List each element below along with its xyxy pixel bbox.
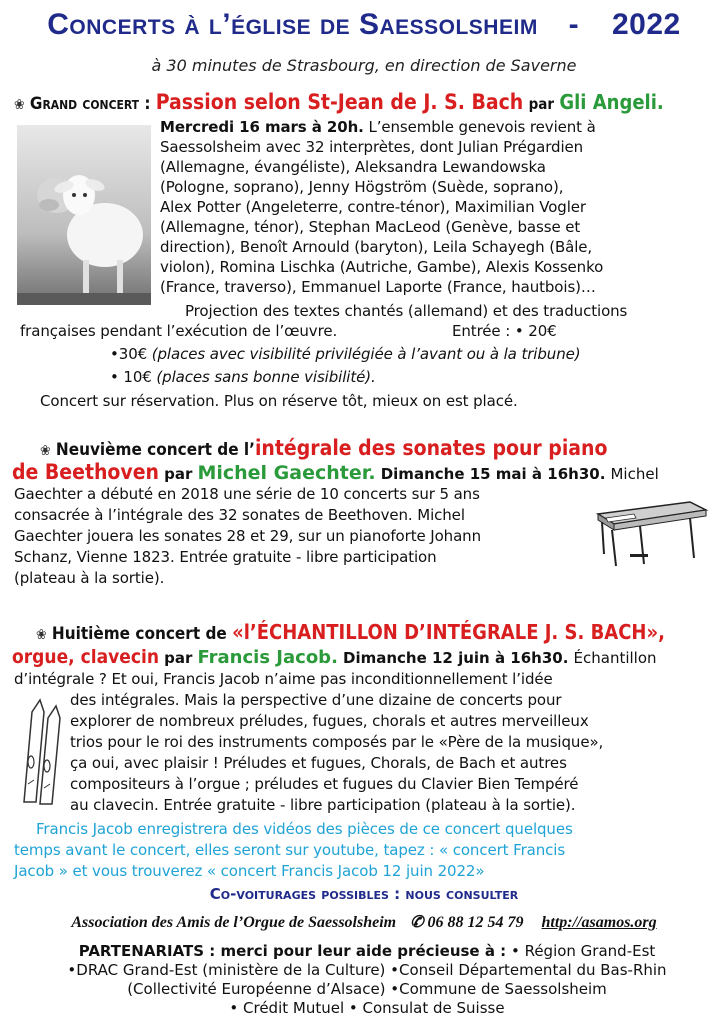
concert1-reservation: Concert sur réservation. Plus on réserve tôt, mieux on est placé. — [40, 392, 518, 410]
concert1-title: Passion selon St-Jean de J. S. Bach — [155, 90, 524, 114]
concert1-price-3: • 10€ (places sans bonne visibilité). — [110, 368, 376, 386]
concert3-label: Huitième concert de — [51, 624, 227, 644]
concert3-line-5: ça oui, avec plaisir ! Préludes et fugues, Chorals, de Bach et autres — [70, 754, 567, 772]
concert1-line-8: (France, traverso), Emmanuel Laporte (France, hautbois)… — [160, 278, 596, 296]
flower-icon: ❀ — [40, 443, 51, 459]
partners-line-2: (Collectivité Européenne d’Alsace) •Commune de Saessolsheim — [127, 980, 607, 998]
concert2-title-b: de Beethoven — [12, 460, 159, 484]
concert2-date: Dimanche 15 mai à 16h30. — [380, 465, 606, 483]
concert3-title-b: orgue, clavecin — [12, 646, 160, 668]
concert3-heading-2 — [12, 646, 657, 668]
concert1-line-0: Mercredi 16 mars à 20h. L’ensemble genevois revient à — [160, 118, 596, 136]
concert2-line-1: Gaechter a débuté en 2018 une série de 10 concerts sur 5 ans — [14, 485, 480, 503]
concert3-title-a: «l’ÉCHANTILLON D’INTÉGRALE J. S. BACH», — [232, 620, 665, 644]
concert2-line-2: consacrée à l’intégrale des 32 sonates de Beethoven. Michel — [14, 506, 465, 524]
concert1-line-1: Saessolsheim avec 32 interprètes, dont Julian Prégardien — [160, 138, 584, 156]
partners-line-3: • Crédit Mutuel • Consulat de Suisse — [229, 999, 505, 1017]
concert2-line-3: Gaechter jouera les sonates 28 et 29, sur un pianoforte Johann — [14, 527, 481, 545]
concert2-title-a: intégrale des sonates pour piano — [254, 436, 608, 460]
concert2-line-5: (plateau à la sortie). — [14, 569, 165, 587]
concert2-line-4: Schanz, Vienne 1823. Entrée gratuite - libre participation — [14, 548, 437, 566]
concert1-by: par — [528, 95, 555, 113]
concert2-heading-2 — [12, 460, 659, 484]
concert1-entry: Entrée : • 20€ — [452, 322, 557, 340]
partners-block — [22, 942, 712, 1018]
association-line — [0, 912, 728, 932]
concert1-ensemble: Gli Angeli. — [559, 90, 664, 114]
title-main: Concerts à l’église de Saessolsheim — [47, 8, 538, 41]
carpool-notice: Co-voiturages possibles : nous consulter — [209, 885, 519, 903]
subtitle: à 30 minutes de Strasbourg, en direction de Saverne — [151, 56, 577, 75]
page-title — [0, 8, 728, 42]
concert3-video-0: Francis Jacob enregistrera des vidéos des pièces de ce concert quelques — [36, 820, 573, 838]
concert1-label: Grand concert : — [29, 94, 151, 114]
concert3-line-4: trios pour le roi des instruments composés par le «Père de la musique», — [70, 733, 604, 751]
title-year: 2022 — [612, 8, 681, 41]
concert3-line-7: au clavecin. Entrée gratuite - libre participation (plateau à la sortie). — [70, 796, 576, 814]
concert2-by: par — [164, 465, 193, 483]
concert3-date: Dimanche 12 juin à 16h30. — [343, 649, 569, 667]
concert2-performer: Michel Gaechter. — [197, 462, 376, 484]
concert3-line-6: compositeurs à l’orgue ; préludes et fugues du Clavier Bien Tempéré — [70, 775, 579, 793]
pianoforte-image — [590, 484, 710, 574]
partners-line-0: PARTENARIATS : merci pour leur aide précieuse à : • Région Grand-Est — [78, 942, 656, 960]
concert3-video-2: Jacob » et vous trouverez « concert Francis Jacob 12 juin 2022» — [14, 862, 485, 880]
concert1-date: Mercredi 16 mars à 20h. — [160, 118, 364, 136]
partners-line-1: •DRAC Grand-Est (ministère de la Culture) •Conseil Départemental du Bas-Rhin — [67, 961, 667, 979]
website-link[interactable]: http://asamos.org — [541, 914, 657, 931]
flower-icon: ❀ — [14, 97, 25, 113]
concert1-line-2: (Allemagne, évangéliste), Aleksandra Lewandowska — [160, 158, 546, 176]
concert1-line-5: (Allemagne, ténor), Stephan MacLeod (Genève, basse et — [160, 218, 581, 236]
organ-pipes-image — [14, 692, 69, 812]
concert3-video-1: temps avant le concert, elles seront sur youtube, tapez : « concert Francis — [14, 841, 566, 859]
concert1-line-4: Alex Potter (Angeleterre, contre-ténor), Maximilian Vogler — [160, 198, 586, 216]
concert3-line-1: d’intégrale ? Et oui, Francis Jacob n’aime pas inconditionnellement l’idée — [14, 670, 553, 688]
flower-icon: ❀ — [36, 627, 47, 643]
partners-label: PARTENARIATS : merci pour leur aide précieuse à : — [78, 942, 507, 960]
concert1-line-7: violon), Romina Lischka (Autriche, Gambe), Alexis Kossenko — [160, 258, 604, 276]
concert3-line-3: explorer de nombreux préludes, fugues, chorals et autres merveilleux — [70, 712, 589, 730]
lamb-image — [17, 125, 151, 305]
title-dash: - — [568, 8, 580, 41]
concert2-label: Neuvième concert de l’ — [55, 440, 255, 460]
concert3-by: par — [164, 649, 193, 667]
concert3-performer: Francis Jacob. — [197, 647, 338, 668]
concert1-line-6: direction), Benoît Arnould (baryton), Leila Schayegh (Bâle, — [160, 238, 593, 256]
concert1-projection-1: Projection des textes chantés (allemand) et des traductions — [185, 302, 628, 320]
concert1-projection-2: françaises pendant l’exécution de l’œuvre. — [20, 322, 338, 340]
association-name: Association des Amis de l’Orgue de Saessolsheim — [71, 914, 397, 931]
phone-icon: ✆ 06 88 12 54 79 — [410, 914, 524, 931]
concert3-line-0: Échantillon — [573, 649, 657, 667]
concert2-heading — [40, 436, 607, 460]
concert3-line-2: des intégrales. Mais la perspective d’une dizaine de concerts pour — [70, 691, 562, 709]
concert2-line-0: Michel — [610, 465, 659, 483]
concert1-price-2: •30€ (places avec visibilité privilégiée à l’avant ou à la tribune) — [110, 345, 581, 363]
concert1-heading — [14, 90, 664, 114]
concert1-line-3: (Pologne, soprano), Jenny Högström (Suède, soprano), — [160, 178, 564, 196]
concert3-heading — [36, 620, 665, 644]
